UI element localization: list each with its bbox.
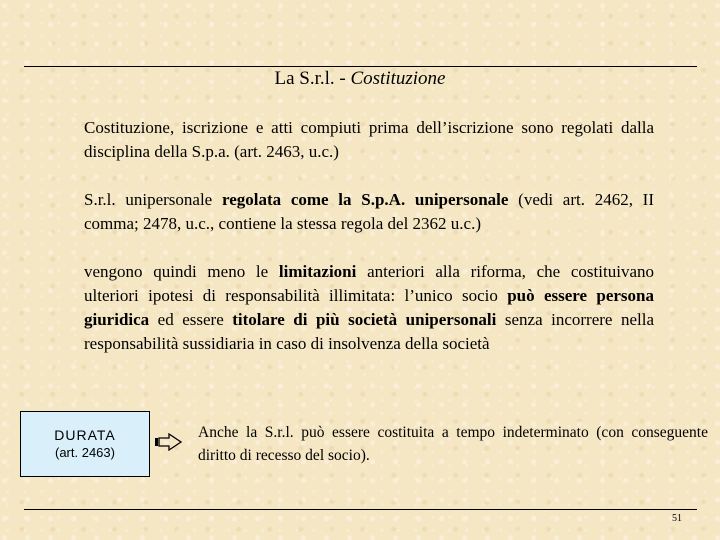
- p3-bold-titolare: titolare di più società unipersonali: [232, 310, 497, 329]
- p3-text-a: vengono quindi meno le: [84, 262, 279, 281]
- slide-title: [0, 67, 720, 91]
- p3-text-e: ed essere: [149, 310, 233, 329]
- p3-bold-persona-giuridica: può essere persona giuridica: [84, 286, 654, 329]
- title-prefix: La S.r.l. -: [274, 68, 351, 89]
- p3-bold-limitazioni: limitazioni: [278, 262, 357, 281]
- right-arrow-icon: [154, 433, 182, 451]
- paragraph-unipersonale: [84, 188, 654, 236]
- p2-text-c: (vedi art. 2462, II comma; 2478, u.c., contiene la stessa regola del 2362 u.c.): [84, 190, 654, 233]
- durata-ref: (art. 2463): [55, 445, 115, 460]
- page-number: 51: [672, 513, 682, 524]
- title-italic: Costituzione: [350, 68, 446, 89]
- durata-box: [20, 411, 150, 477]
- p2-bold: regolata come la S.p.A. unipersonale: [221, 190, 509, 209]
- paragraph-limitazioni: [84, 260, 654, 356]
- p3-text-c: anteriori alla riforma, che costituivano ulteriori ipotesi di responsabilità illimitata: l’unico socio: [84, 262, 654, 305]
- durata-note: Anche la S.r.l. può essere costituita a tempo indeterminato (con conseguente diritto di recesso del socio).: [198, 424, 708, 464]
- durata-label: DURATA: [54, 427, 116, 443]
- p3-text-g: senza incorrere nella responsabilità sussidiaria in caso di insolvenza della società: [84, 310, 654, 353]
- p2-text-a: S.r.l. unipersonale: [84, 190, 222, 209]
- paragraph-costituzione: Costituzione, iscrizione e atti compiuti prima dell’iscrizione sono regolati dalla disciplina della S.p.a. (art. 2463, u.c.): [84, 118, 654, 161]
- bottom-rule: [24, 509, 697, 510]
